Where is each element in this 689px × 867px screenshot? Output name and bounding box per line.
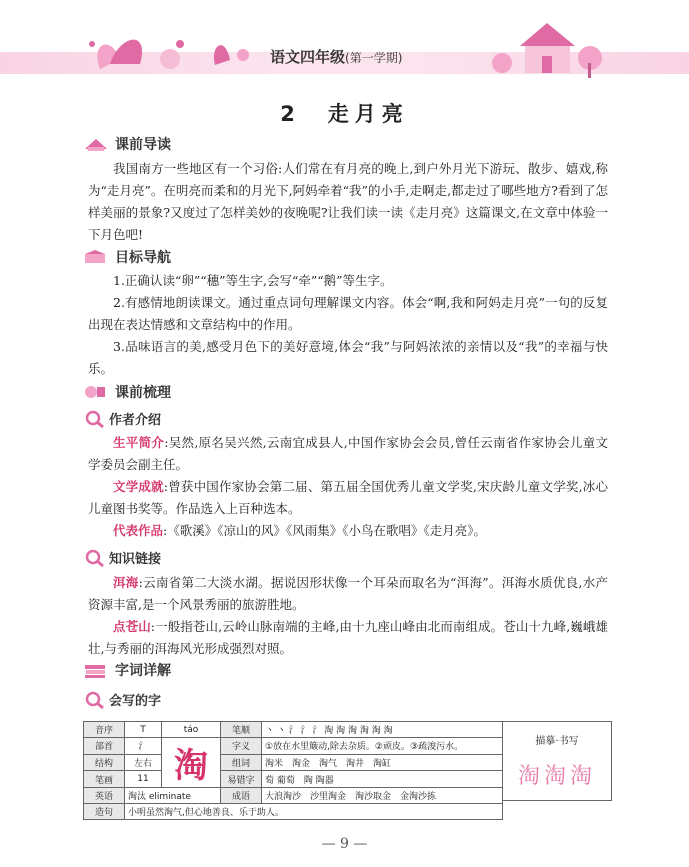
char-card-table: 音序 T táo 笔顺 丶 丶 氵 氵 氵 淘 淘 淘 淘 淘 淘 部首 氵 淘 字义 ①放在水里簸动,除去杂质。②顽皮。③疏浚污水。 结构 左右 组词 淘米 淘金 淘气 淘井 淘缸 笔画 11 易错字 萄 葡萄 陶 陶器 英语 淘汰 eliminate 成语 大浪淘沙 沙里淘金 淘沙取金 金淘沙拣 造句 小明虽然淘气,但心地善良、乐于助人。	[83, 721, 503, 820]
header-title: 语文四年级(第一学期)	[270, 48, 403, 66]
page-number: — 9 —	[321, 836, 368, 852]
big-character: 淘	[162, 738, 221, 788]
author-bio: 生平简介:吴然,原名吴兴然,云南宜成县人,中国作家协会会员,曾任云南省作家协会儿童文学委员会副主任。	[88, 435, 608, 472]
author-awards: 文学成就:曾获中国作家协会第二届、第五届全国优秀儿童文学奖,宋庆龄儿童文学奖,冰心儿童图书奖等。作品选入上百种选本。	[88, 479, 608, 516]
author-heading: 作者介绍	[85, 409, 161, 428]
header-decoration-mid	[205, 30, 255, 70]
magnifier-icon	[85, 410, 105, 428]
section-goals: 目标导航	[83, 247, 171, 267]
preview-text: 我国南方一些地区有一个习俗:人们常在有月亮的晚上,到户外月光下游玩、散步、嬉戏,称为“走月亮”。在明亮而柔和的月光下,阿妈牵着“我”的小手,走啊走,都走过了哪些地方?看到了怎样美丽的景象?又度过了怎样美妙的夜晚呢?让我们读一读《走月亮》这篇课文,在文章中体验一下月色吧!	[88, 161, 608, 242]
page-header	[0, 0, 689, 92]
write-words-heading: 会写的字	[85, 690, 161, 709]
section-words: 字词详解	[83, 660, 171, 680]
book-icon	[83, 135, 109, 153]
magnifier-icon	[85, 691, 105, 709]
author-works: 代表作品:《歌溪》《凉山的风》《风雨集》《小鸟在歌唱》《走月亮》。	[113, 523, 486, 538]
header-house-icon	[490, 8, 610, 83]
erhai-text: 洱海:云南省第二大淡水湖。据说因形状像一个耳朵而取名为“洱海”。洱海水质优良,水产资源丰富,是一个风景秀丽的旅游胜地。	[88, 575, 608, 612]
magnifier-icon	[85, 549, 105, 567]
section-preview: 课前导读	[83, 134, 171, 154]
practice-box: 描摹·书写 淘淘淘	[503, 721, 612, 801]
knowledge-heading: 知识链接	[85, 548, 161, 567]
header-decoration-left	[80, 14, 200, 84]
pen-icon	[83, 383, 109, 401]
book-stack-icon	[83, 661, 109, 679]
goal-item: 3.品味语言的美,感受月色下的美好意境,体会“我”与阿妈浓浓的亲情以及“我”的幸福与快乐。	[88, 339, 608, 376]
cangshan-text: 点苍山:一般指苍山,云岭山脉南端的主峰,由十九座山峰由北而南组成。苍山十九峰,巍峨雄壮,与秀丽的洱海风光形成强烈对照。	[88, 619, 608, 656]
goal-item: 1.正确认读“卵”“穗”等生字,会写“牵”“鹅”等生字。	[113, 273, 393, 288]
section-review: 课前梳理	[83, 382, 171, 402]
lesson-title: 2 走月亮	[280, 102, 409, 126]
book-icon	[83, 248, 109, 266]
goal-item: 2.有感情地朗读课文。通过重点词句理解课文内容。体会“啊,我和阿妈走月亮”一句的反复出现在表达情感和文章结构中的作用。	[88, 295, 608, 332]
